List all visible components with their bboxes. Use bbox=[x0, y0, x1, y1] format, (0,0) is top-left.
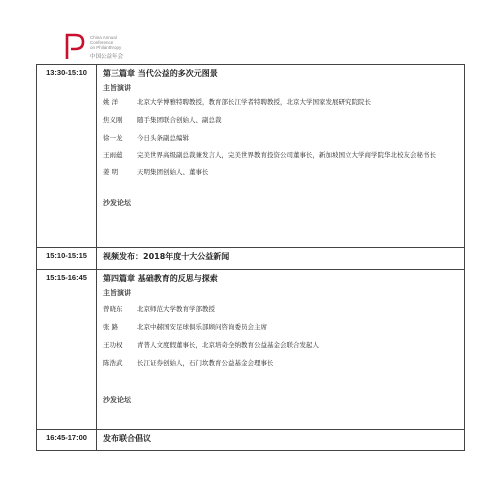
speaker-row bbox=[103, 95, 464, 110]
speaker-title: 北京师范大学教育学部教授 bbox=[137, 305, 215, 313]
session-title: 第三篇章 当代公益的多次元图景 bbox=[103, 69, 218, 78]
logo-en-line: Conference bbox=[90, 40, 114, 45]
speaker-row bbox=[103, 131, 464, 146]
schedule-row bbox=[37, 248, 465, 270]
speaker-title: 北京中赫国安足球俱乐部顾问咨询委员会主席 bbox=[137, 323, 267, 331]
speaker-title: 天明集团创始人、董事长 bbox=[137, 168, 209, 176]
logo-chinese: 中国公益年会 bbox=[90, 54, 124, 60]
speaker-name: 姚 洋 bbox=[103, 98, 119, 106]
speaker-title: 今日头条副总编辑 bbox=[137, 134, 189, 142]
session-title: 视频发布：2018年度十大公益新闻 bbox=[103, 252, 230, 261]
forum-label: 沙发论坛 bbox=[103, 396, 131, 404]
time-cell: 15:15-16:45 bbox=[37, 270, 97, 430]
speaker-name: 姜 明 bbox=[103, 168, 119, 176]
keynote-label: 主旨演讲 bbox=[103, 84, 131, 92]
speaker-row bbox=[103, 302, 464, 317]
logo-en-line: on Philanthropy bbox=[90, 45, 122, 50]
speaker-name: 王雨蕴 bbox=[103, 151, 123, 159]
schedule-table bbox=[36, 64, 465, 451]
speaker-name: 焦义刚 bbox=[103, 116, 123, 124]
speaker-row bbox=[103, 113, 464, 128]
forum-label: 沙发论坛 bbox=[103, 199, 131, 207]
session-cell bbox=[97, 430, 465, 451]
keynote-label: 主旨演讲 bbox=[103, 289, 131, 297]
speaker-name: 曾晓东 bbox=[103, 305, 123, 313]
time-cell: 13:30-15:10 bbox=[37, 65, 97, 248]
speaker-name: 王功权 bbox=[103, 341, 123, 349]
logo bbox=[62, 32, 182, 62]
speaker-title: 完美世界高级副总裁兼发言人，完美世界教育投资公司董事长，新加坡国立大学商学院华北校友会秘书长 bbox=[137, 151, 436, 159]
session-cell bbox=[97, 65, 465, 248]
speaker-name: 张 路 bbox=[103, 323, 119, 331]
time-cell: 16:45-17:00 bbox=[37, 430, 97, 451]
session-cell bbox=[97, 248, 465, 270]
session-cell bbox=[97, 270, 465, 430]
speaker-row bbox=[103, 320, 464, 335]
speaker-row bbox=[103, 165, 464, 180]
speaker-row bbox=[103, 148, 464, 163]
session-title: 发布联合倡议 bbox=[103, 434, 151, 443]
speaker-title: 随手集团联合创始人、副总裁 bbox=[137, 116, 222, 124]
session-title: 第四篇章 基础教育的反思与探索 bbox=[103, 274, 218, 283]
logo-en-line: China Annual bbox=[90, 35, 117, 40]
schedule-row bbox=[37, 430, 465, 451]
time-cell: 15:10-15:15 bbox=[37, 248, 97, 270]
speaker-name: 陈浩武 bbox=[103, 359, 123, 367]
speaker-title: 长江证券创始人，石门坎教育公益基金会理事长 bbox=[137, 359, 274, 367]
logo-english bbox=[90, 35, 121, 50]
speaker-title: 青普人文度假董事长，北京培奇全纳教育公益基金会联合发起人 bbox=[137, 341, 319, 349]
speaker-row bbox=[103, 356, 464, 371]
speaker-title: 北京大学博雅特聘教授，教育部长江学者特聘教授，北京大学国家发展研究院院长 bbox=[137, 98, 371, 106]
speaker-name: 徐一龙 bbox=[103, 134, 123, 142]
schedule-row bbox=[37, 65, 465, 248]
speaker-row bbox=[103, 338, 464, 353]
conference-logo-icon bbox=[62, 32, 88, 60]
schedule-row bbox=[37, 270, 465, 430]
